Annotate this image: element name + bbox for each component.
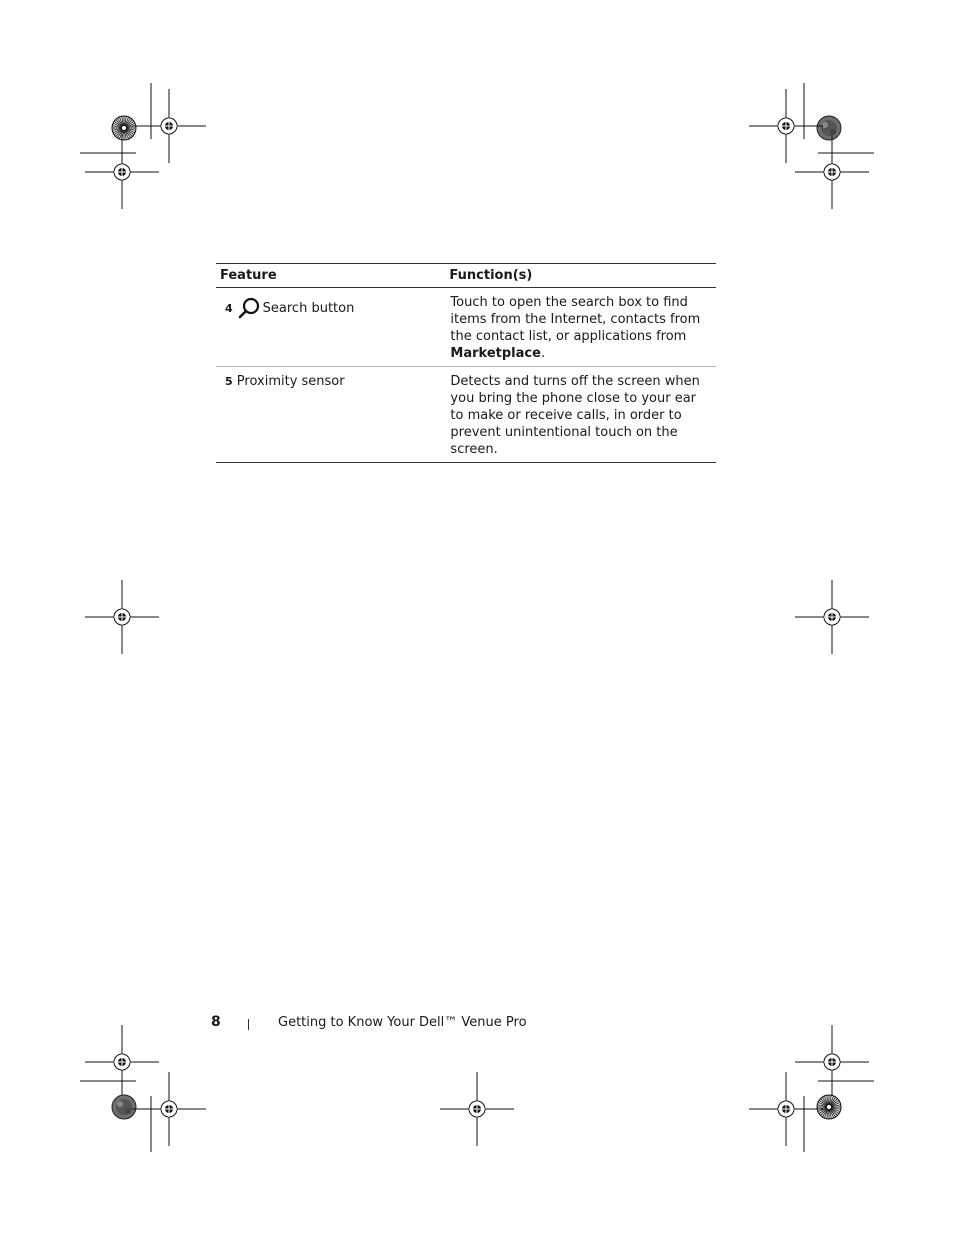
footer-separator — [248, 1019, 249, 1030]
feature-label: Proximity sensor — [236, 374, 345, 389]
feature-cell — [216, 288, 445, 367]
feature-number: 4 — [225, 301, 233, 315]
feature-table — [216, 263, 716, 463]
feature-number: 5 — [225, 375, 233, 388]
page-footer — [0, 1014, 954, 1036]
function-emphasis: Marketplace — [450, 346, 541, 361]
feature-label: Search button — [262, 300, 355, 316]
function-column-header: Function(s) — [445, 264, 716, 288]
function-text: Detects and turns off the screen when you bring the phone close to your ear to make or receive calls, in order to prevent unintentional touch on the screen. — [450, 374, 700, 457]
function-suffix: . — [540, 346, 546, 361]
function-cell — [445, 288, 716, 367]
page-number: 8 — [211, 1014, 221, 1030]
function-cell — [445, 367, 716, 463]
table-header-row — [216, 264, 716, 288]
table-row — [216, 288, 716, 367]
function-text: Touch to open the search box to find items from the Internet, contacts from the contact list, or applications from — [450, 295, 701, 344]
footer-title: Getting to Know Your Dell™ Venue Pro — [278, 1015, 527, 1030]
search-icon — [238, 297, 260, 319]
feature-column-header: Feature — [216, 264, 445, 288]
feature-cell — [216, 367, 445, 463]
table-row — [216, 367, 716, 463]
